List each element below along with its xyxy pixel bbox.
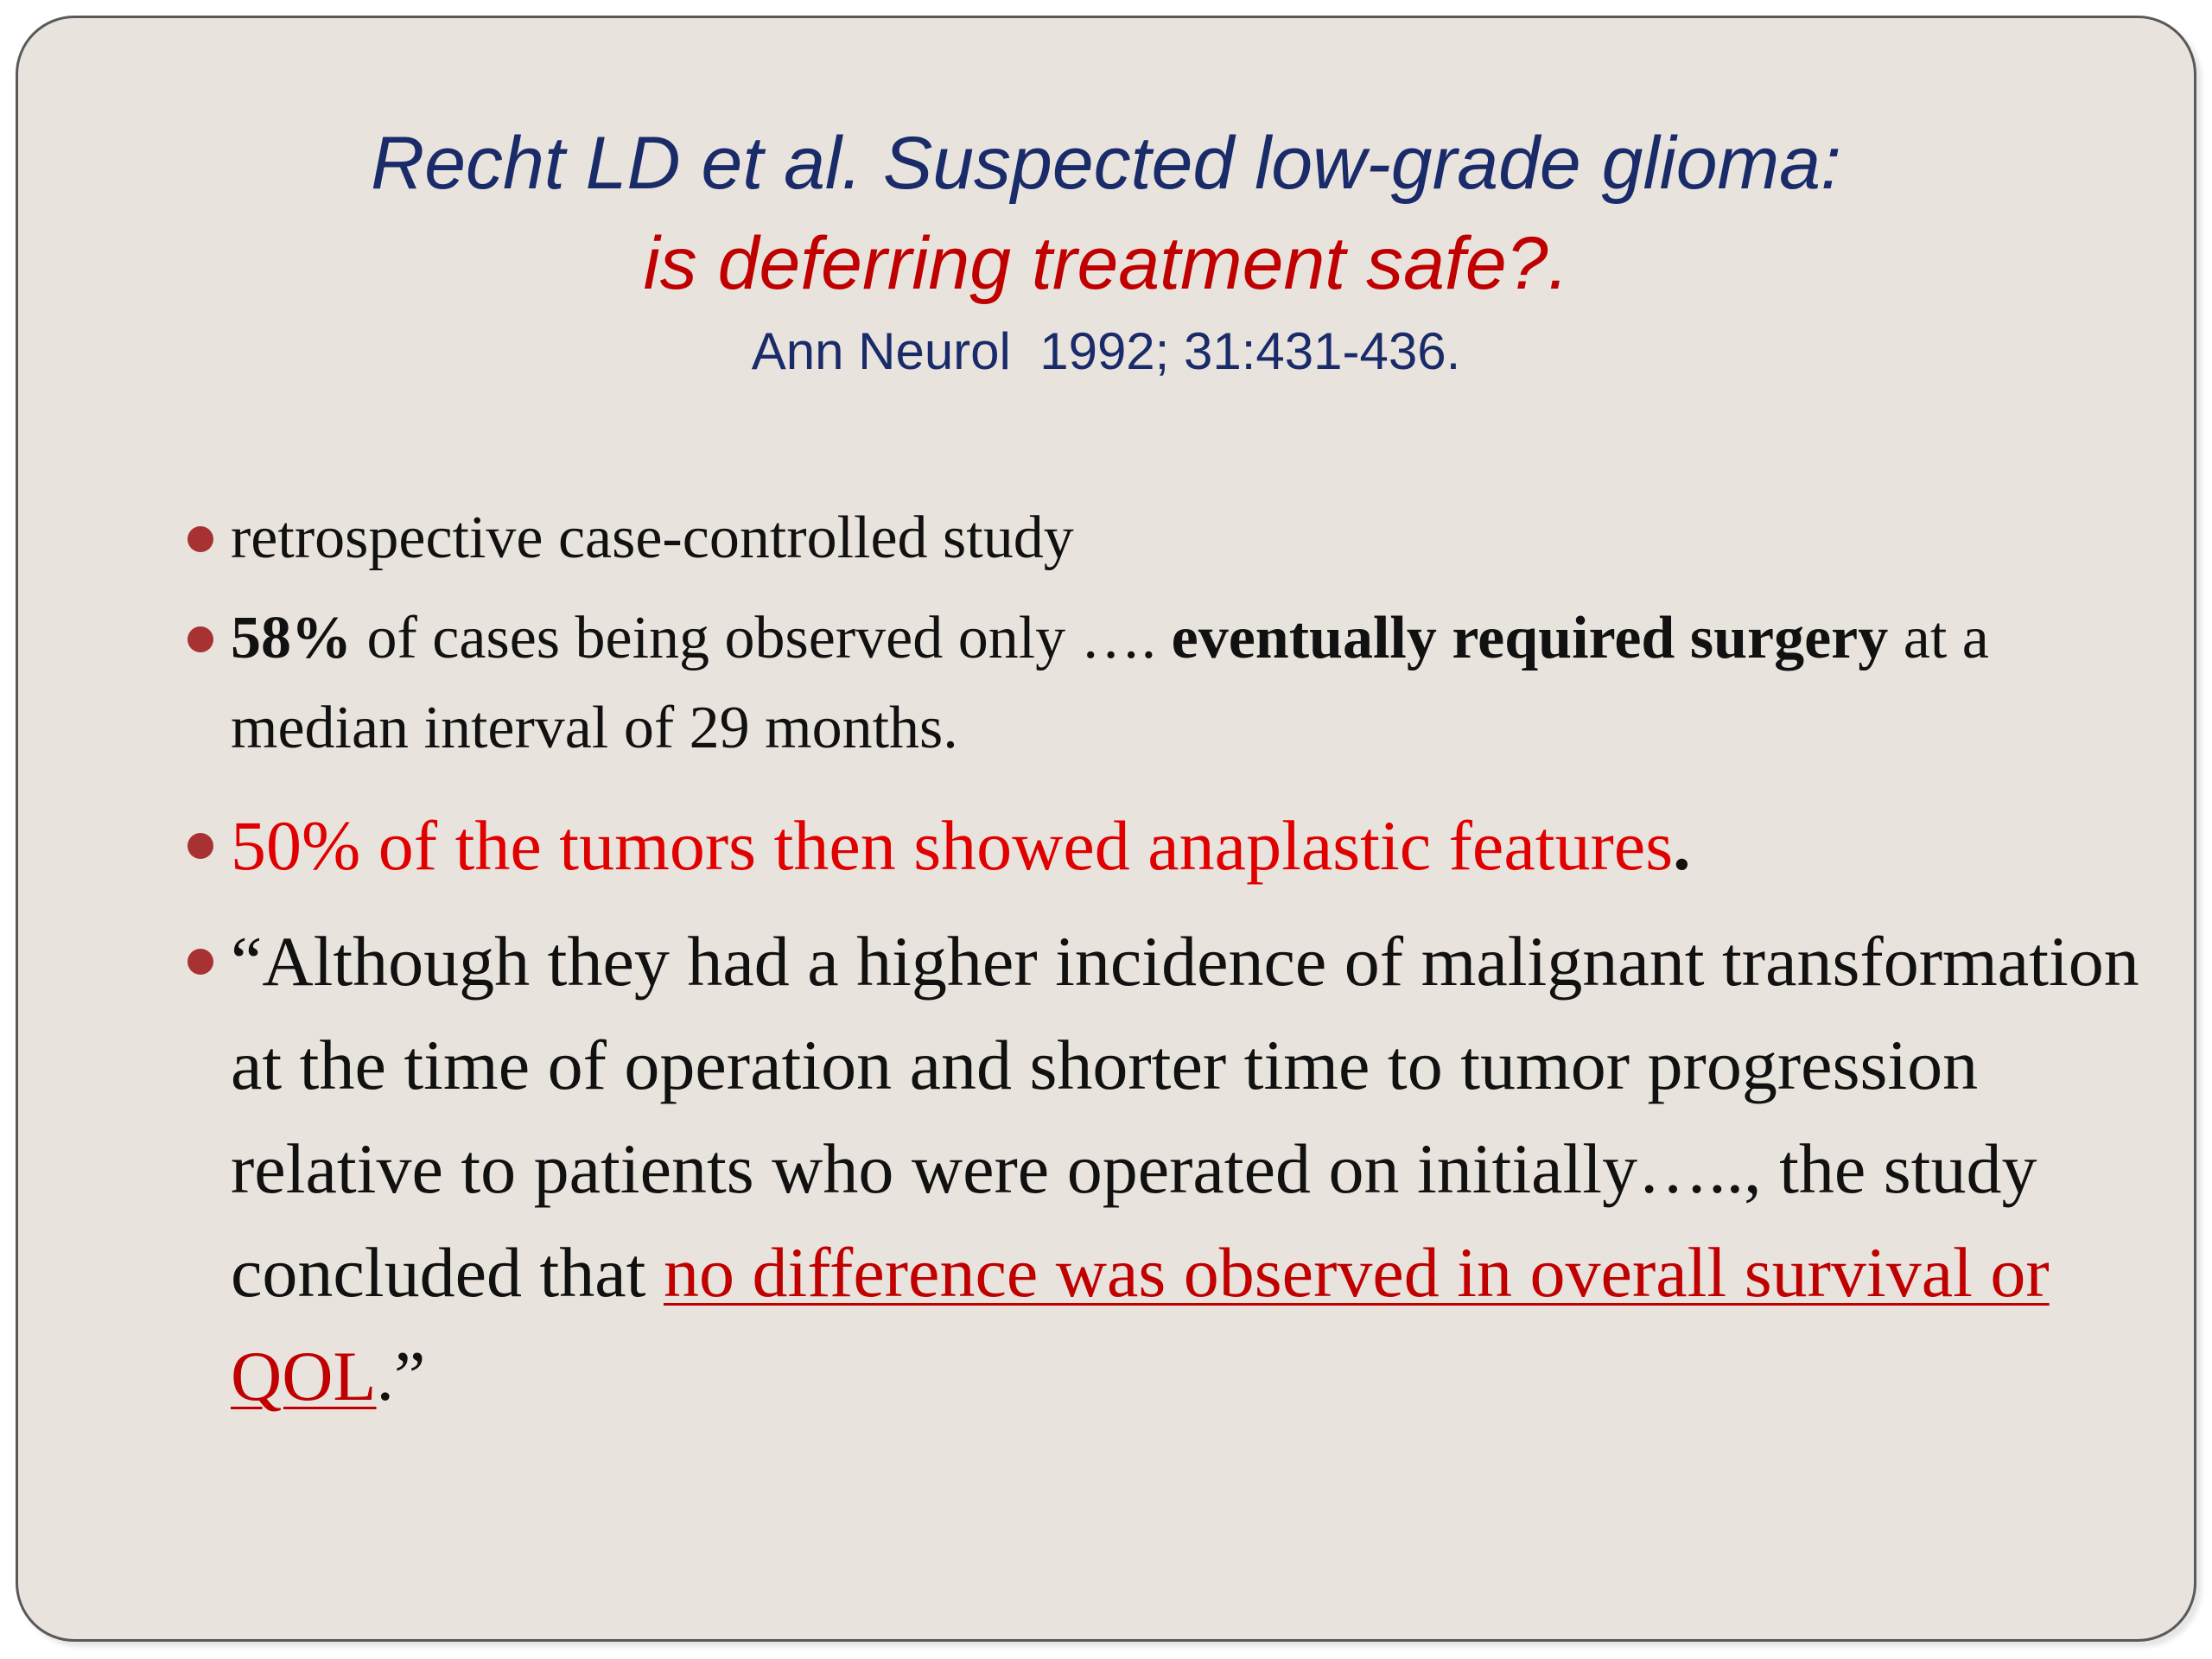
bullet-anaplastic: [231, 794, 2158, 898]
bullet-period: .: [1673, 806, 1691, 885]
bullet-text: 50% of the tumors then showed anaplastic features: [231, 806, 1674, 885]
bullet-surgery-rate: [231, 594, 2158, 773]
citation: Ann Neurol 1992; 31:431-436.: [751, 322, 1461, 380]
bullet-text: retrospective case-controlled study: [231, 505, 1074, 571]
bullet-list: [231, 493, 2158, 1428]
quote-conclusion: no difference was observed in overall survival or QOL: [231, 1233, 2050, 1415]
bullet-dot-icon: [188, 949, 213, 975]
bullet-emphasis: eventually required surgery: [1171, 605, 1889, 671]
bullet-dot-icon: [188, 833, 213, 859]
bullet-text-end: at a median interval of 29 months.: [231, 605, 1989, 761]
bullet-study-type: [231, 493, 2158, 583]
bullet-dot-icon: [188, 626, 213, 652]
slide: [16, 16, 2196, 1642]
bullet-text: of cases being observed only ….: [352, 605, 1172, 671]
quote-end: .”: [376, 1337, 426, 1415]
title-line-question: is deferring treatment safe?.: [643, 222, 1569, 305]
slide-title: [18, 113, 2194, 386]
bullet-percent: 58%: [231, 605, 352, 671]
bullet-quote: [231, 910, 2158, 1428]
bullet-dot-icon: [188, 526, 213, 552]
title-line-authors: Recht LD et al. Suspected low-grade glioma:: [371, 122, 1841, 205]
quote-text: “Although they had a higher incidence of malignant transformation at the time of operation and shorter time to tumor progression relative to patients who were operated on initially….., the study concluded that: [231, 922, 2139, 1312]
